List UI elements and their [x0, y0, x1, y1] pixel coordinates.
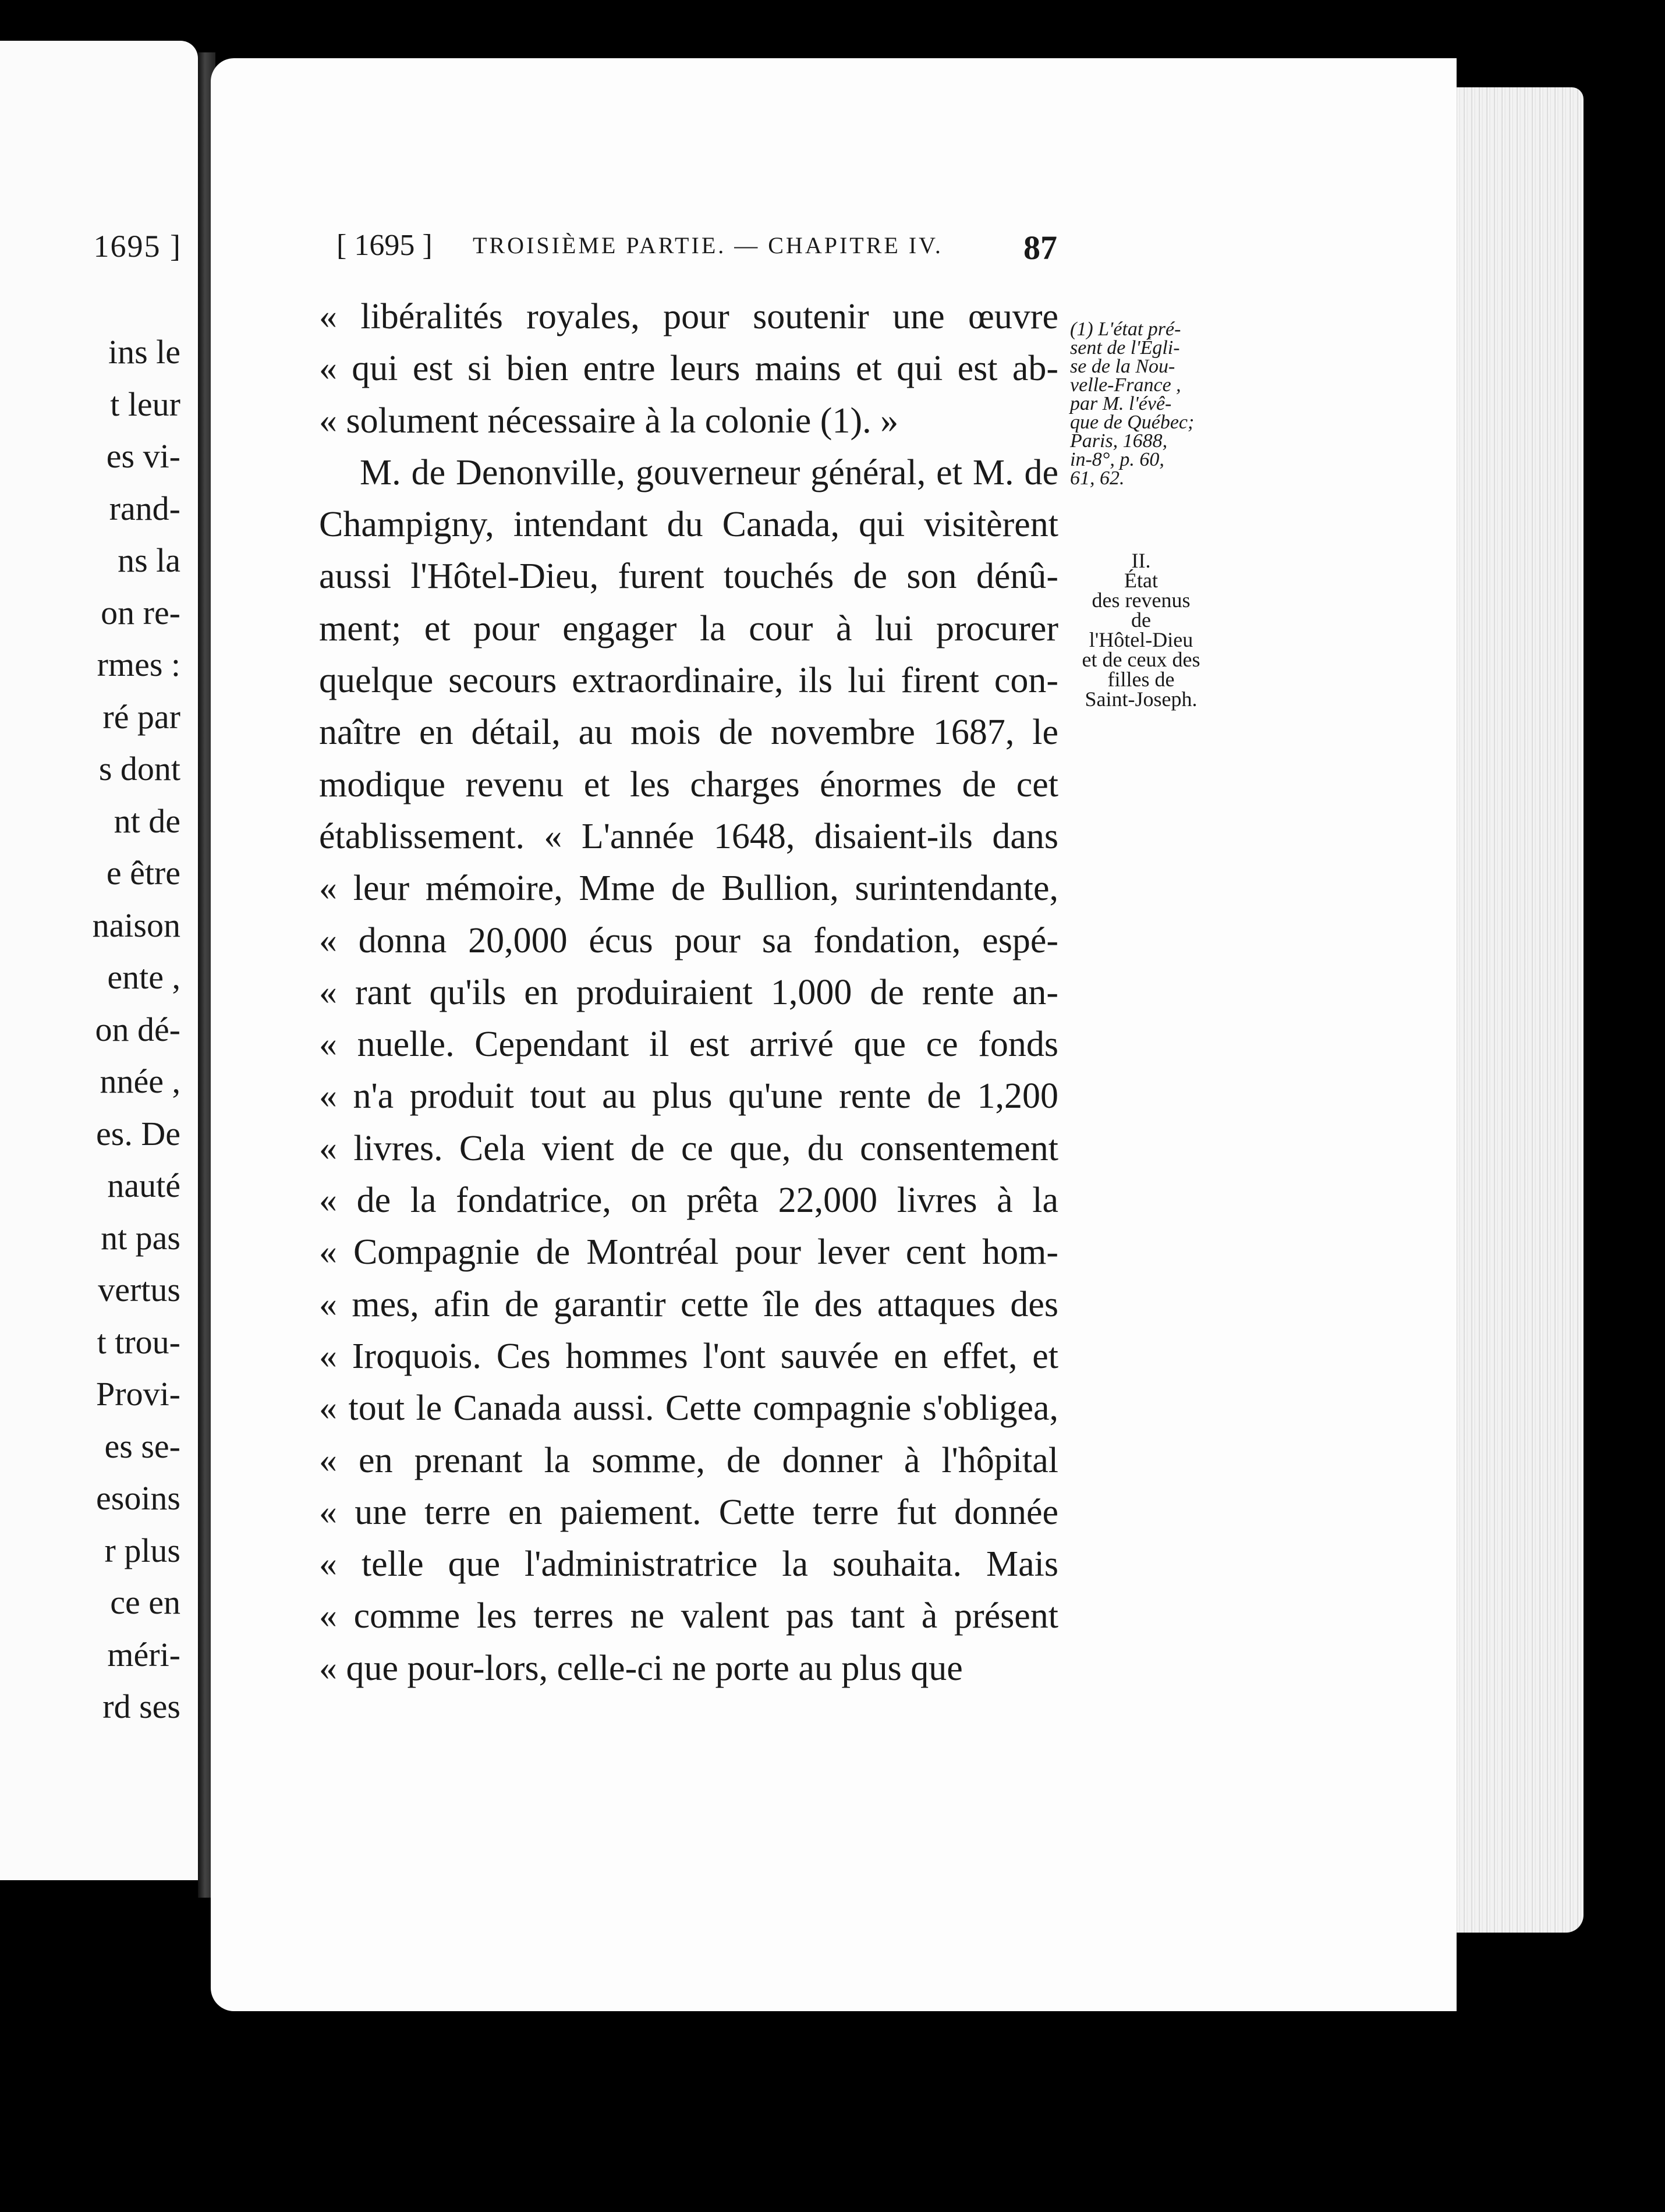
left-page-line: nt de	[114, 802, 180, 840]
body-line: « leur mémoire, Mme de Bullion, surintendante,	[319, 869, 1058, 909]
body-line: « tout le Canada aussi. Cette compagnie s'obligea,	[319, 1388, 1058, 1428]
body-line: « comme les terres ne valent pas tant à présent	[319, 1596, 1058, 1636]
left-page-line: es vi-	[106, 437, 180, 475]
body-line: « Compagnie de Montréal pour lever cent hom-	[319, 1232, 1058, 1272]
left-page-line: rand-	[109, 489, 180, 527]
left-page-line: ente ,	[107, 958, 180, 996]
body-line: « rant qu'ils en produiraient 1,000 de rente an-	[319, 972, 1058, 1012]
running-header	[336, 228, 1064, 269]
left-page-line: e être	[106, 854, 180, 892]
body-line: « n'a produit tout au plus qu'une rente de 1,200	[319, 1076, 1058, 1116]
footnote-line: (1) L'état pré-	[1070, 318, 1181, 340]
left-page-line: ré par	[102, 697, 180, 736]
left-page-line: esoins	[96, 1479, 180, 1517]
marginal-heading-line: II.	[1131, 549, 1151, 572]
marginal-heading	[1054, 551, 1228, 709]
left-page	[0, 41, 198, 1880]
footnote-line: sent de l'Égli-	[1070, 337, 1180, 359]
header-title: TROISIÈME PARTIE. — CHAPITRE IV.	[473, 232, 943, 258]
left-page-line: ce en	[110, 1583, 180, 1621]
marginal-heading-line: Saint-Joseph.	[1085, 687, 1198, 711]
body-line: « en prenant la somme, de donner à l'hôpital	[319, 1440, 1058, 1480]
left-page-line: nt pas	[101, 1218, 180, 1257]
left-page-line: t trou-	[97, 1323, 180, 1361]
left-page-line: s dont	[98, 750, 180, 788]
body-line: « livres. Cela vient de ce que, du consentement	[319, 1128, 1058, 1168]
footnote-line: que de Québec;	[1070, 412, 1195, 433]
body-text	[319, 291, 1058, 1695]
footnote-line: se de la Nou-	[1070, 356, 1175, 377]
left-page-line: r plus	[104, 1531, 180, 1569]
body-line: « qui est si bien entre leurs mains et qui est ab-	[319, 349, 1058, 389]
marginal-heading-line: filles de	[1107, 668, 1175, 691]
body-line: modique revenu et les charges énormes de cet	[319, 764, 1058, 804]
left-page-line: es. De	[96, 1114, 180, 1153]
page-number: 87	[1023, 229, 1057, 267]
marginal-heading-line: de	[1131, 608, 1151, 632]
body-line: « donna 20,000 écus pour sa fondation, espé-	[319, 920, 1058, 960]
left-page-line: naison	[92, 906, 180, 944]
left-page-line: Provi-	[96, 1375, 180, 1413]
body-line: « une terre en paiement. Cette terre fut donnée	[319, 1492, 1058, 1532]
body-line: aussi l'Hôtel-Dieu, furent touchés de son dénû-	[319, 556, 1058, 597]
left-page-line: rmes :	[97, 646, 180, 683]
marginal-heading-line: État	[1124, 569, 1158, 592]
left-page-line: méri-	[107, 1635, 180, 1674]
body-line: « que pour-lors, celle-ci ne porte au plus que	[319, 1648, 963, 1688]
body-line: « libéralités royales, pour soutenir une œuvre	[319, 297, 1058, 336]
body-line: « solument nécessaire à la colonie (1). »	[319, 400, 899, 441]
body-line: « telle que l'administratrice la souhaita. Mais	[319, 1544, 1058, 1584]
left-page-header: 1695 ]	[93, 229, 182, 264]
left-page-line: on dé-	[95, 1010, 180, 1048]
body-line: « de la fondatrice, on prêta 22,000 livres à la	[319, 1181, 1058, 1221]
footnote-line: in-8°, p. 60,	[1070, 449, 1164, 470]
footnote-line: Paris, 1688,	[1070, 430, 1168, 452]
body-line: établissement. « L'année 1648, disaient-ils dans	[319, 816, 1058, 856]
left-page-text	[93, 326, 180, 1733]
left-page-line: ins le	[108, 333, 180, 371]
footnote-margin	[1070, 320, 1245, 488]
footnote-line: velle-France ,	[1070, 374, 1181, 396]
header-year: [ 1695 ]	[336, 229, 433, 262]
body-line: « Iroquois. Ces hommes l'ont sauvée en effet, et	[319, 1336, 1058, 1376]
body-line: quelque secours extraordinaire, ils lui firent con-	[319, 661, 1058, 701]
left-page-line: es se-	[104, 1427, 180, 1465]
left-page-line: nnée ,	[100, 1062, 180, 1100]
footnote-line: 61, 62.	[1070, 467, 1125, 489]
left-page-line: nauté	[107, 1167, 180, 1204]
body-line: « nuelle. Cependant il est arrivé que ce fonds	[319, 1025, 1058, 1065]
left-page-line: ns la	[118, 541, 180, 579]
left-page-line: t leur	[110, 385, 180, 423]
left-page-line: rd ses	[102, 1688, 180, 1725]
marginal-heading-line: l'Hôtel-Dieu	[1089, 628, 1193, 651]
body-line: ment; et pour engager la cour à lui procurer	[319, 608, 1058, 648]
body-line: M. de Denonville, gouverneur général, et M. de	[360, 452, 1058, 492]
body-line: naître en détail, au mois de novembre 1687, le	[319, 712, 1058, 753]
left-page-line: vertus	[98, 1271, 180, 1309]
marginal-heading-line: des revenus	[1092, 589, 1191, 612]
body-line: « mes, afin de garantir cette île des attaques des	[319, 1284, 1058, 1324]
marginal-heading-line: et de ceux des	[1082, 648, 1200, 671]
left-page-line: on re-	[101, 593, 180, 632]
footnote-line: par M. l'évê-	[1070, 393, 1172, 414]
body-line: Champigny, intendant du Canada, qui visitèrent	[319, 505, 1058, 545]
